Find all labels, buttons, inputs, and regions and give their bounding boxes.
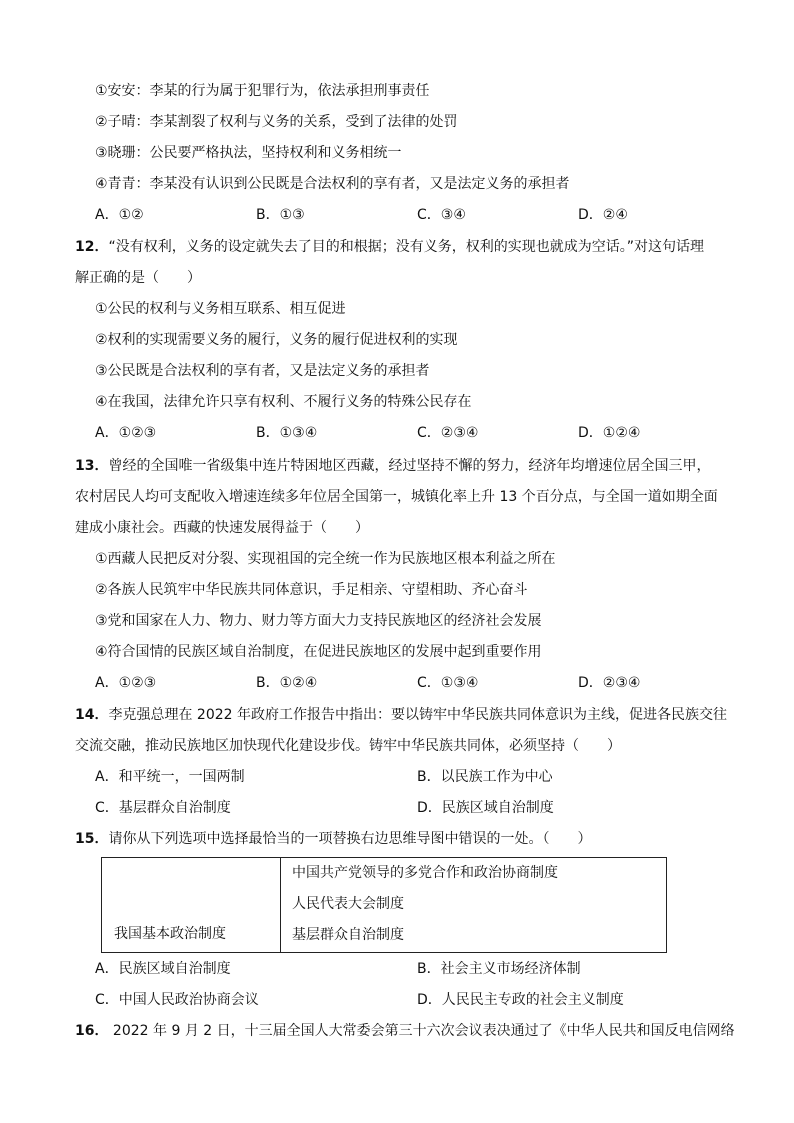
q13-option-c: C．①③④ (417, 675, 479, 691)
q15-stem-line1: 请你从下列选项中选择最恰当的一项替换右边思维导图中错误的一处。（ ） (108, 831, 592, 847)
q11-statement-4: ④青青：李某没有认识到公民既是合法权利的享有者，又是法定义务的承担者 (95, 176, 570, 192)
q15-option-a: A．民族区域自治制度 (95, 961, 231, 977)
mind-map-branch-2: 人民代表大会制度 (292, 896, 404, 912)
q12-option-d: D．①②④ (578, 425, 641, 441)
q12-stem (75, 237, 704, 257)
q15-stem (75, 829, 591, 849)
q14-option-c: C．基层群众自治制度 (95, 800, 231, 816)
q16-stem (75, 1021, 735, 1041)
q13-number: 13． (75, 458, 109, 474)
q12-stem-line2: 解正确的是（ ） (75, 270, 201, 286)
q12-option-b: B．①③④ (256, 425, 318, 441)
q14-option-b: B．以民族工作为中心 (417, 769, 553, 785)
q13-stem-line2: 农村居民人均可支配收入增速连续多年位居全国第一，城镇化率上升 13 个百分点，与全国一道如期全面 (75, 489, 718, 505)
q13-stem-line1: 曾经的全国唯一省级集中连片特困地区西藏，经过坚持不懈的努力，经济年均增速位居全国三甲， (108, 458, 711, 474)
mind-map-branch-3: 基层群众自治制度 (292, 927, 404, 943)
q13-stem (75, 456, 710, 476)
q11-option-b: B．①③ (256, 207, 305, 223)
q13-statement-1: ①西藏人民把反对分裂、实现祖国的完全统一作为民族地区根本利益之所在 (95, 551, 556, 567)
q15-option-d: D．人民民主专政的社会主义制度 (417, 992, 624, 1008)
mind-map-branches (281, 858, 667, 953)
q14-number: 14． (75, 707, 109, 723)
q13-stem-line3: 建成小康社会。西藏的快速发展得益于（ ） (75, 520, 369, 536)
q14-stem-line2: 交流交融，推动民族地区加快现代化建设步伐。铸牢中华民族共同体，必须坚持（ ） (75, 738, 621, 754)
q12-statement-2: ②权利的实现需要义务的履行，义务的履行促进权利的实现 (95, 332, 458, 348)
q12-option-a: A．①②③ (95, 425, 157, 441)
q15-option-c: C．中国人民政治协商会议 (95, 992, 259, 1008)
q14-option-a: A．和平统一，一国两制 (95, 769, 245, 785)
q12-statement-4: ④在我国，法律允许只享有权利、不履行义务的特殊公民存在 (95, 394, 472, 410)
q14-stem-line1: 李克强总理在 2022 年政府工作报告中指出：要以铸牢中华民族共同体意识为主线，促进各民族交往 (108, 707, 728, 723)
q13-statement-2: ②各族人民筑牢中华民族共同体意识，手足相亲、守望相助、齐心奋斗 (95, 582, 528, 598)
q13-option-d: D．②③④ (578, 675, 641, 691)
q14-option-d: D．民族区域自治制度 (417, 800, 554, 816)
q15-number: 15． (75, 831, 109, 847)
q11-statement-1: ①安安：李某的行为属于犯罪行为，依法承担刑事责任 (95, 83, 430, 99)
q15-mind-map (101, 857, 667, 953)
q14-stem (75, 705, 727, 725)
q16-stem-line1: 2022 年 9 月 2 日，十三届全国人大常委会第三十六次会议表决通过了《中华人民共和国反电信网络 (108, 1023, 735, 1039)
q12-stem-line1: “没有权利，义务的设定就失去了目的和根据；没有义务，权利的实现也就成为空话。”对这句话理 (108, 239, 704, 255)
q16-number: 16． (75, 1023, 109, 1039)
q13-option-a: A．①②③ (95, 675, 157, 691)
q12-statement-1: ①公民的权利与义务相互联系、相互促进 (95, 301, 346, 317)
q12-option-c: C．②③④ (417, 425, 479, 441)
q12-statement-3: ③公民既是合法权利的享有者，又是法定义务的承担者 (95, 363, 430, 379)
q11-option-a: A．①② (95, 207, 144, 223)
q11-option-d: D．②④ (578, 207, 628, 223)
mind-map-root (102, 858, 281, 953)
q13-statement-4: ④符合国情的民族区域自治制度，在促进民族地区的发展中起到重要作用 (95, 644, 542, 660)
q11-statement-2: ②子晴：李某割裂了权利与义务的关系，受到了法律的处罚 (95, 114, 458, 130)
q11-option-c: C．③④ (417, 207, 466, 223)
q15-option-b: B．社会主义市场经济体制 (417, 961, 581, 977)
mind-map-root-label: 我国基本政治制度 (114, 926, 226, 942)
q11-statement-3: ③晓珊：公民要严格执法，坚持权利和义务相统一 (95, 145, 402, 161)
q12-number: 12． (75, 239, 109, 255)
mind-map-branch-1: 中国共产党领导的多党合作和政治协商制度 (292, 865, 558, 881)
q13-statement-3: ③党和国家在人力、物力、财力等方面大力支持民族地区的经济社会发展 (95, 613, 542, 629)
q13-option-b: B．①②④ (256, 675, 318, 691)
